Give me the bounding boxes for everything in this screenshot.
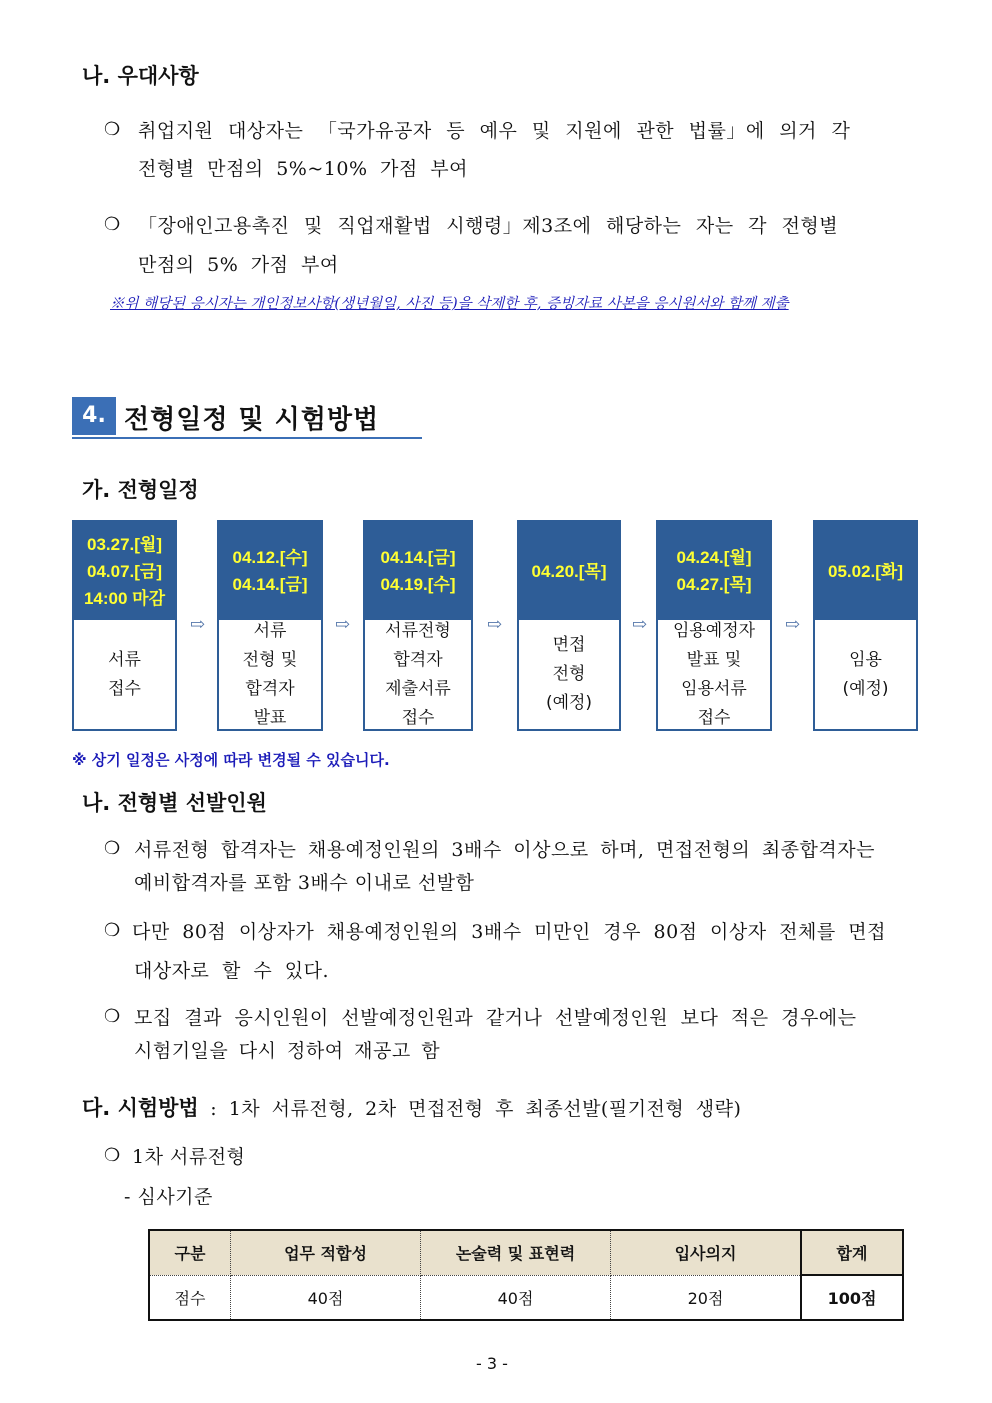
th-motivation: 입사의지 [611, 1230, 802, 1275]
schedule-label-line: 서류 [108, 649, 141, 670]
schedule-label-line: 접수 [108, 678, 141, 699]
arrow-right-icon: ⇨ [190, 614, 206, 635]
select-2-line2: 대상자로 할 수 있다. [134, 960, 329, 982]
bullet-icon: ❍ [104, 119, 121, 140]
schedule-step [517, 520, 621, 731]
bullet-icon: ❍ [104, 214, 121, 235]
schedule-label-line: 서류전형 [385, 620, 451, 641]
schedule-label-line: 임용예정자 [672, 620, 756, 641]
exam-method-label: 다. 시험방법 [82, 1096, 199, 1120]
schedule-date: 04.20.[목] [531, 561, 607, 581]
th-total: 합계 [801, 1230, 903, 1275]
pref-2-line1: 「장애인고용촉진 및 직업재활법 시행령」제3조에 해당하는 자는 각 전형별 [138, 215, 839, 237]
schedule-date: 04.19.[수] [380, 575, 456, 594]
th-category: 구분 [149, 1230, 231, 1275]
td-writing: 40점 [421, 1275, 611, 1320]
schedule-date: 05.02.[화] [827, 561, 903, 581]
select-3-line2: 시험기일을 다시 정하여 재공고 함 [134, 1040, 441, 1062]
bullet-icon: ❍ [104, 920, 121, 941]
schedule-date: 04.14.[금] [232, 575, 308, 594]
select-3-line1: 모집 결과 응시인원이 선발예정인원과 같거나 선발예정인원 보다 적은 경우에는 [134, 1007, 857, 1029]
pref-2-line2: 만점의 5% 가점 부여 [138, 254, 339, 276]
section-header [72, 397, 422, 439]
schedule-date: 14:00 마감 [83, 588, 166, 608]
schedule-dates [658, 522, 770, 620]
exam-method-text: : 1차 서류전형, 2차 면접전형 후 최종선발(필기전형 생략) [198, 1098, 742, 1120]
subheading-selection: 나. 전형별 선발인원 [82, 791, 267, 815]
schedule-label [219, 620, 321, 729]
schedule-label-line: 발표 [253, 707, 287, 728]
schedule-label-line: 서류 [253, 620, 287, 641]
schedule-label-line: 접수 [697, 707, 731, 728]
preference-note: ※위 해당된 응시자는 개인정보사항(생년월일, 사진 등)을 삭제한 후, 증빙자료 사본을 응시원서와 함께 제출 [110, 296, 789, 312]
arrow-right-icon: ⇨ [335, 614, 351, 635]
schedule-step [217, 520, 323, 731]
schedule-dates [519, 522, 619, 620]
td-category: 점수 [149, 1275, 231, 1320]
section-title: 전형일정 및 시험방법 [124, 405, 380, 435]
schedule-label-line: (예정) [842, 678, 889, 699]
schedule-label-line: 제출서류 [385, 678, 451, 699]
exam-method [82, 1092, 741, 1122]
bullet-icon: ❍ [104, 1006, 121, 1027]
criteria-label: - 심사기준 [124, 1186, 213, 1208]
schedule-date: 03.27.[월] [86, 534, 162, 554]
table-row [149, 1275, 903, 1320]
schedule-label-line: 전형 및 [242, 649, 298, 670]
table-header-row [149, 1230, 903, 1275]
schedule-label-line: 합격자 [245, 678, 295, 699]
th-job-fit: 업무 적합성 [231, 1230, 421, 1275]
schedule-label [658, 620, 770, 729]
schedule-label-line: 합격자 [393, 649, 443, 670]
schedule-label-line: 접수 [401, 707, 435, 728]
schedule-label [519, 620, 619, 729]
stage1-label: 1차 서류전형 [132, 1146, 246, 1168]
schedule-label-line: 전형 [552, 664, 586, 684]
schedule-dates [219, 522, 321, 620]
schedule-label [815, 620, 916, 729]
arrow-right-icon: ⇨ [632, 614, 648, 635]
pref-1-line2: 전형별 만점의 5%~10% 가점 부여 [138, 158, 468, 180]
schedule-label-line: 발표 및 [686, 649, 742, 670]
select-1-line1: 서류전형 합격자는 채용예정인원의 3배수 이상으로 하며, 면접전형의 최종합격자는 [134, 839, 875, 861]
arrow-right-icon: ⇨ [487, 614, 503, 635]
schedule-label-line: 임용 [849, 649, 882, 670]
schedule-dates [815, 522, 916, 620]
schedule-label [365, 620, 471, 729]
select-2-line1: 다만 80점 이상자가 채용예정인원의 3배수 미만인 경우 80점 이상자 전체를 면접 [132, 921, 886, 943]
arrow-right-icon: ⇨ [785, 614, 801, 635]
schedule-note: ※ 상기 일정은 사정에 따라 변경될 수 있습니다. [72, 751, 390, 769]
subheading-schedule: 가. 전형일정 [82, 478, 199, 502]
td-job-fit: 40점 [231, 1275, 421, 1320]
schedule-label-line: (예정) [545, 693, 593, 713]
schedule-date: 04.12.[수] [232, 548, 308, 567]
td-total: 100점 [801, 1275, 903, 1320]
bullet-icon: ❍ [104, 1145, 121, 1166]
td-motivation: 20점 [611, 1275, 802, 1320]
schedule-dates [74, 522, 175, 620]
schedule-dates [365, 522, 471, 620]
bullet-icon: ❍ [104, 838, 121, 859]
schedule-date: 04.14.[금] [380, 548, 456, 567]
schedule-step [813, 520, 918, 731]
schedule-label-line: 임용서류 [681, 678, 747, 699]
schedule-date: 04.24.[월] [676, 548, 752, 567]
th-writing: 논술력 및 표현력 [421, 1230, 611, 1275]
section-number: 4. [72, 397, 116, 435]
pref-1-line1: 취업지원 대상자는 「국가유공자 등 예우 및 지원에 관한 법률」에 의거 각 [138, 120, 851, 142]
schedule-step [656, 520, 772, 731]
schedule-label-line: 면접 [552, 635, 586, 655]
schedule-label [74, 620, 175, 729]
schedule-date: 04.27.[목] [676, 575, 752, 594]
select-1-line2: 예비합격자를 포함 3배수 이내로 선발함 [134, 872, 475, 894]
schedule-step [363, 520, 473, 731]
page-number: - 3 - [476, 1354, 508, 1373]
schedule-date: 04.07.[금] [86, 561, 162, 581]
subheading-preferences: 나. 우대사항 [82, 64, 199, 88]
schedule-step [72, 520, 177, 731]
criteria-table [148, 1229, 904, 1321]
